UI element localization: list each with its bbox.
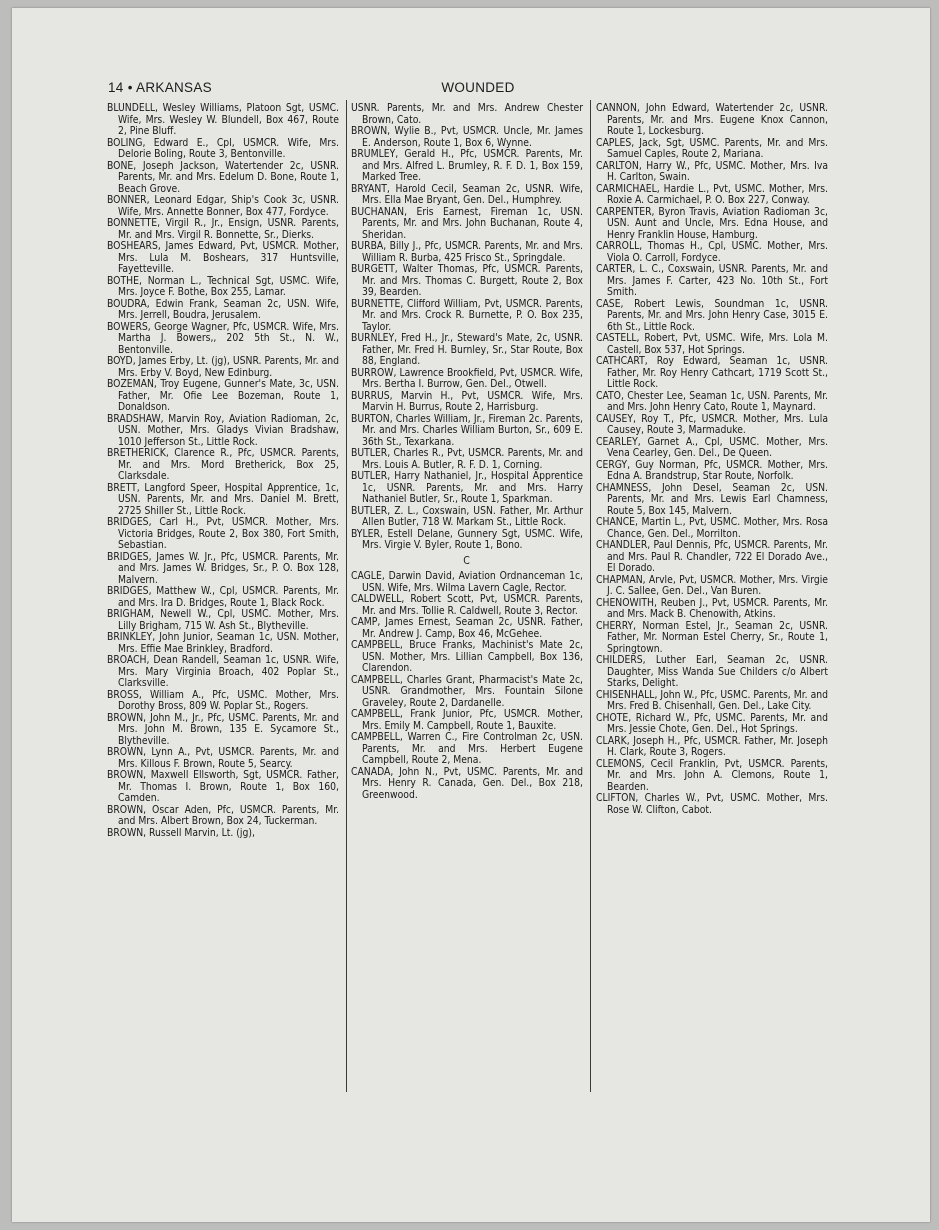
casualty-entry: CAMP, James Ernest, Seaman 2c, USNR. Father, Mr. Andrew J. Camp, Box 46, McGehee. (351, 616, 583, 640)
casualty-entry: CARPENTER, Byron Travis, Aviation Radioman 3c, USN. Aunt and Uncle, Mrs. Edna House, and Henry Franklin House, Hamburg. (596, 205, 828, 241)
casualty-entry: BOSHEARS, James Edward, Pvt, USMCR. Mother, Mrs. Lula M. Boshears, 317 Huntsville, Fayetteville. (107, 240, 339, 275)
casualty-entry: BROWN, Wylie B., Pvt, USMCR. Uncle, Mr. James E. Anderson, Route 1, Box 6, Wynne. (351, 125, 583, 149)
casualty-entry: CLARK, Joseph H., Pfc, USMCR. Father, Mr. Joseph H. Clark, Route 3, Rogers. (596, 734, 828, 758)
casualty-entry: BRETHERICK, Clarence R., Pfc, USMCR. Parents, Mr. and Mrs. Mord Bretherick, Box 25, Clarksdale. (107, 447, 339, 482)
casualty-entry: CEARLEY, Garnet A., Cpl, USMC. Mother, Mrs. Vena Cearley, Gen. Del., De Queen. (596, 435, 828, 459)
casualty-entry: CAMPBELL, Frank Junior, Pfc, USMCR. Mother, Mrs. Emily M. Campbell, Route 1, Bauxite. (351, 708, 583, 732)
casualty-entry: CASE, Robert Lewis, Soundman 1c, USNR. Parents, Mr. and Mrs. John Henry Case, 3015 E. 6th St., Little Rock. (596, 297, 828, 333)
page-header (108, 80, 848, 100)
casualty-entry: BUCHANAN, Eris Earnest, Fireman 1c, USN. Parents, Mr. and Mrs. John Buchanan, Route 4, Sheridan. (351, 205, 583, 241)
casualty-entry: CAPLES, Jack, Sgt, USMC. Parents, Mr. and Mrs. Samuel Caples, Route 2, Mariana. (596, 136, 828, 160)
section-letter-c: C (463, 554, 471, 567)
casualty-entry: BRETT, Langford Speer, Hospital Apprentice, 1c, USN. Parents, Mr. and Mrs. Daniel M. Brett, 2725 Shiller St., Little Rock. (107, 481, 339, 517)
casualty-entry: CAUSEY, Roy T., Pfc, USMCR. Mother, Mrs. Lula Causey, Route 3, Marmaduke. (596, 412, 828, 436)
casualty-entry: BROWN, Maxwell Ellsworth, Sgt, USMCR. Father, Mr. Thomas I. Brown, Route 1, Box 160, Camden. (107, 769, 339, 804)
casualty-entry: BUTLER, Charles R., Pvt, USMCR. Parents, Mr. and Mrs. Louis A. Butler, R. F. D. 1, Corning. (351, 447, 583, 471)
bullet-separator: • (127, 80, 133, 95)
casualty-entry: BRIDGES, Carl H., Pvt, USMCR. Mother, Mrs. Victoria Bridges, Route 2, Box 380, Fort Smith, Sebastian. (107, 516, 339, 551)
column-divider-2 (590, 100, 591, 1092)
page-number: 14 (108, 80, 124, 95)
casualty-entry: CATO, Chester Lee, Seaman 1c, USN. Parents, Mr. and Mrs. John Henry Cato, Route 1, Maynard. (596, 389, 828, 413)
casualty-entry: BURRUS, Marvin H., Pvt, USMCR. Wife, Mrs. Marvin H. Burrus, Route 2, Harrisburg. (351, 389, 583, 413)
casualty-entry: BYLER, Estell Delane, Gunnery Sgt, USMC. Wife, Mrs. Virgie V. Byler, Route 1, Bono. (351, 527, 583, 551)
casualty-entry: BONE, Joseph Jackson, Watertender 2c, USNR. Parents, Mr. and Mrs. Edelum D. Bone, Route 1, Beach Grove. (107, 159, 339, 195)
casualty-entry: CANNON, John Edward, Watertender 2c, USNR. Parents, Mr. and Mrs. Eugene Knox Cannon, Route 1, Lockesburg. (596, 102, 828, 137)
column-2-entries-c (351, 571, 583, 801)
casualty-entry: BLUNDELL, Wesley Williams, Platoon Sgt, USMC. Wife, Mrs. Wesley W. Blundell, Box 467, Route 2, Pine Bluff. (107, 102, 339, 137)
casualty-entry: BURBA, Billy J., Pfc, USMCR. Parents, Mr. and Mrs. William R. Burba, 425 Frisco St., Springdale. (351, 240, 583, 264)
casualty-entry: CHILDERS, Luther Earl, Seaman 2c, USNR. Daughter, Miss Wanda Sue Childers c/o Albert Starks, Delight. (596, 654, 828, 689)
casualty-entry: CHENOWITH, Reuben J., Pvt, USMCR. Parents, Mr. and Mrs. Mack B. Chenowith, Atkins. (596, 596, 828, 620)
casualty-entry: CAGLE, Darwin David, Aviation Ordnanceman 1c, USN. Wife, Mrs. Wilma Lavern Cagle, Rector. (351, 570, 583, 594)
casualty-entry: CANADA, John N., Pvt, USMC. Parents, Mr. and Mrs. Henry R. Canada, Gen. Del., Box 218, Greenwood. (351, 765, 583, 801)
casualty-entry: BROWN, Lynn A., Pvt, USMCR. Parents, Mr. and Mrs. Killous F. Brown, Route 5, Searcy. (107, 746, 339, 770)
casualty-entry: CHANDLER, Paul Dennis, Pfc, USMCR. Parents, Mr. and Mrs. Paul R. Chandler, 722 El Dorado Ave., El Dorado. (596, 539, 828, 574)
casualty-entry: CERGY, Guy Norman, Pfc, USMCR. Mother, Mrs. Edna A. Brandstrup, Star Route, Norfolk. (596, 458, 828, 482)
casualty-entry: CAMPBELL, Charles Grant, Pharmacist's Mate 2c, USNR. Grandmother, Mrs. Fountain Silone Graveley, Route 2, Dardanelle. (351, 673, 583, 709)
casualty-entry: BURROW, Lawrence Brookfield, Pvt, USMCR. Wife, Mrs. Bertha I. Burrow, Gen. Del., Otwell. (351, 366, 583, 390)
casualty-entry: BUTLER, Z. L., Coxswain, USN. Father, Mr. Arthur Allen Butler, 718 W. Markam St., Little Rock. (351, 504, 583, 528)
casualty-entry: CHERRY, Norman Estel, Jr., Seaman 2c, USNR. Father, Mr. Norman Estel Cherry, Sr., Route 1, Springtown. (596, 619, 828, 655)
casualty-entry: CLEMONS, Cecil Franklin, Pvt, USMCR. Parents, Mr. and Mrs. John A. Clemons, Route 1, Bearden. (596, 757, 828, 793)
column-divider-1 (346, 100, 347, 1092)
casualty-entry: BOYD, James Erby, Lt. (jg), USNR. Parents, Mr. and Mrs. Erby V. Boyd, New Edinburg. (107, 355, 339, 379)
casualty-entry: CATHCART, Roy Edward, Seaman 1c, USNR. Father, Mr. Roy Henry Cathcart, 1719 Scott St., Little Rock. (596, 355, 828, 390)
casualty-entry: CAMPBELL, Bruce Franks, Machinist's Mate 2c, USN. Mother, Mrs. Lillian Campbell, Box 136, Clarendon. (351, 639, 583, 674)
page-number-line (108, 80, 212, 95)
column-1 (107, 103, 339, 839)
casualty-entry: BURTON, Charles William, Jr., Fireman 2c. Parents, Mr. and Mrs. Charles William Burton, Sr., 609 E. 36th St., Texarkana. (351, 412, 583, 448)
casualty-entry: BRUMLEY, Gerald H., Pfc, USMCR. Parents, Mr. and Mrs. Alfred L. Brumley, R. F. D. 1, Box 159, Marked Tree. (351, 148, 583, 183)
section-heading: WOUNDED (441, 80, 515, 95)
casualty-entry: CHANCE, Martin L., Pvt, USMC. Mother, Mrs. Rosa Chance, Gen. Del., Morrilton. (596, 516, 828, 540)
casualty-entry: CLIFTON, Charles W., Pvt, USMC. Mother, Mrs. Rose W. Clifton, Cabot. (596, 792, 828, 816)
casualty-entry: CARROLL, Thomas H., Cpl, USMC. Mother, Mrs. Viola O. Carroll, Fordyce. (596, 240, 828, 264)
casualty-entry: CALDWELL, Robert Scott, Pvt, USMCR. Parents, Mr. and Mrs. Tollie R. Caldwell, Route 3, Rector. (351, 593, 583, 617)
casualty-entry: BONNER, Leonard Edgar, Ship's Cook 3c, USNR. Wife, Mrs. Annette Bonner, Box 477, Fordyce. (107, 194, 339, 218)
casualty-entry: CARLTON, Harry W., Pfc, USMC. Mother, Mrs. Iva H. Carlton, Swain. (596, 159, 828, 183)
casualty-entry: BUTLER, Harry Nathaniel, Jr., Hospital Apprentice 1c, USNR. Parents, Mr. and Mrs. Harry Nathaniel Butler, Sr., Route 1, Sparkman. (351, 470, 583, 505)
state-name: ARKANSAS (136, 80, 212, 95)
casualty-entry: BRINKLEY, John Junior, Seaman 1c, USN. Mother, Mrs. Effie Mae Brinkley, Bradford. (107, 631, 339, 655)
casualty-entry: BRIDGES, Matthew W., Cpl, USMCR. Parents, Mr. and Mrs. Ira D. Bridges, Route 1, Black Rock. (107, 585, 339, 609)
casualty-entry: BROACH, Dean Randell, Seaman 1c, USNR. Wife, Mrs. Mary Virginia Broach, 402 Poplar St., Clarksville. (107, 654, 339, 689)
casualty-entry: CHOTE, Richard W., Pfc, USMC. Parents, Mr. and Mrs. Jessie Chote, Gen. Del., Hot Springs. (596, 711, 828, 735)
casualty-entry: BROWN, Russell Marvin, Lt. (jg), (107, 826, 255, 839)
casualty-entry: CHISENHALL, John W., Pfc, USMC. Parents, Mr. and Mrs. Fred B. Chisenhall, Gen. Del., Lake City. (596, 688, 828, 712)
casualty-entry: CHAMNESS, John Desel, Seaman 2c, USN. Parents, Mr. and Mrs. Lewis Earl Chamness, Route 5, Box 145, Malvern. (596, 481, 828, 517)
casualty-entry: BRIGHAM, Newell W., Cpl, USMC. Mother, Mrs. Lilly Brigham, 715 W. Ash St., Blytheville. (107, 608, 339, 632)
casualty-entry: BROWN, Oscar Aden, Pfc, USMCR. Parents, Mr. and Mrs. Albert Brown, Box 24, Tuckerman. (107, 803, 339, 827)
casualty-entry: BROWN, John M., Jr., Pfc, USMC. Parents, Mr. and Mrs. John M. Brown, 135 E. Sycamore St., Blytheville. (107, 711, 339, 747)
casualty-entry: BROSS, William A., Pfc, USMC. Mother, Mrs. Dorothy Bross, 809 W. Poplar St., Rogers. (107, 688, 339, 712)
casualty-entry: BRIDGES, James W. Jr., Pfc, USMCR. Parents, Mr. and Mrs. James W. Bridges, Sr., P. O. Box 128, Malvern. (107, 550, 339, 586)
casualty-entry: CAMPBELL, Warren C., Fire Controlman 2c, USN. Parents, Mr. and Mrs. Herbert Eugene Campbell, Route 2, Mena. (351, 731, 583, 766)
casualty-entry: BRYANT, Harold Cecil, Seaman 2c, USNR. Wife, Mrs. Ella Mae Bryant, Gen. Del., Humphrey. (351, 182, 583, 206)
casualty-entry: BOLING, Edward E., Cpl, USMCR. Wife, Mrs. Delorie Boling, Route 3, Bentonville. (107, 136, 339, 160)
casualty-entry: USNR. Parents, Mr. and Mrs. Andrew Chester Brown, Cato. (351, 102, 583, 126)
casualty-entry: BOTHE, Norman L., Technical Sgt, USMC. Wife, Mrs. Joyce F. Bothe, Box 255, Lamar. (107, 274, 339, 298)
casualty-entry: BONNETTE, Virgil R., Jr., Ensign, USNR. Parents, Mr. and Mrs. Virgil R. Bonnette, Sr., Dierks. (107, 217, 339, 241)
casualty-entry: CASTELL, Robert, Pvt, USMC. Wife, Mrs. Lola M. Castell, Box 537, Hot Springs. (596, 332, 828, 356)
casualty-entry: CARMICHAEL, Hardie L., Pvt, USMC. Mother, Mrs. Roxie A. Carmichael, P. O. Box 227, Conway. (596, 182, 828, 206)
casualty-entry: BURNETTE, Clifford William, Pvt, USMCR. Parents, Mr. and Mrs. Crock R. Burnette, P. O. Box 235, Taylor. (351, 297, 583, 333)
casualty-entry: BOUDRA, Edwin Frank, Seaman 2c, USN. Wife, Mrs. Jerrell, Boudra, Jerusalem. (107, 297, 339, 321)
casualty-entry: BRADSHAW, Marvin Roy, Aviation Radioman, 2c, USN. Mother, Mrs. Gladys Vivian Bradshaw, 1010 Jefferson St., Little Rock. (107, 412, 339, 448)
casualty-entry: BURNLEY, Fred H., Jr., Steward's Mate, 2c, USNR. Father, Mr. Fred H. Burnley, Sr., Star Route, Box 88, England. (351, 332, 583, 367)
column-3 (596, 103, 828, 816)
casualty-entry: BOWERS, George Wagner, Pfc, USMCR. Wife, Mrs. Martha J. Bowers,, 202 5th St., N. W., Bentonville. (107, 320, 339, 356)
column-2 (351, 103, 583, 801)
column-2-entries-b (351, 103, 583, 552)
casualty-entry: BOZEMAN, Troy Eugene, Gunner's Mate, 3c, USN. Father, Mr. Ofie Lee Bozeman, Route 1, Donaldson. (107, 378, 339, 413)
casualty-entry: CHAPMAN, Arvle, Pvt, USMCR. Mother, Mrs. Virgie J. C. Sallee, Gen. Del., Van Buren. (596, 573, 828, 597)
casualty-entry: CARTER, L. C., Coxswain, USNR. Parents, Mr. and Mrs. James F. Carter, 423 No. 10th St., Fort Smith. (596, 263, 828, 298)
casualty-entry: BURGETT, Walter Thomas, Pfc, USMCR. Parents, Mr. and Mrs. Thomas C. Burgett, Route 2, Box 39, Bearden. (351, 263, 583, 298)
